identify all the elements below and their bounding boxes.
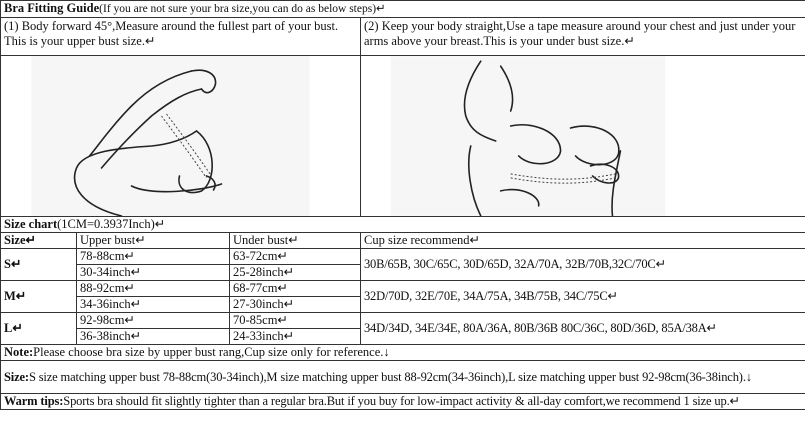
- step-1-instruction: (1) Body forward 45°,Measure around the fullest part of your bust. This is your upper bust size.↵: [1, 18, 361, 56]
- under-bust-illustration: [361, 56, 805, 216]
- note-text: Please choose bra size by upper bust rang,Cup size only for reference.↓: [33, 345, 390, 359]
- size-note-label: Size:: [4, 369, 29, 384]
- upper-bust-illustration: [1, 56, 360, 216]
- s-upper-inch: 30-34inch↵: [77, 265, 230, 281]
- m-cup-sizes: 32D/70D, 32E/70E, 34A/75A, 34B/75B, 34C/75C↵: [361, 281, 805, 313]
- note-row: [1, 345, 805, 361]
- warm-tips-text: Sports bra should fit slightly tighter than a regular bra.But if you buy for low-impact activity & all-day comfort,we recommend 1 size up.↵: [63, 394, 740, 408]
- m-under-inch: 27-30inch↵: [230, 297, 361, 313]
- m-under-cm: 68-77cm↵: [230, 281, 361, 297]
- col-header-under-bust: Under bust↵: [230, 233, 361, 249]
- warm-tips-row: [1, 394, 805, 410]
- size-label-m: M↵: [1, 281, 77, 313]
- size-label-s: S↵: [1, 249, 77, 281]
- size-chart-header: [1, 217, 805, 233]
- upper-bust-illustration-cell: [1, 56, 361, 217]
- col-header-cup-size: Cup size recommend↵: [361, 233, 805, 249]
- size-label-l: L↵: [1, 313, 77, 345]
- l-under-cm: 70-85cm↵: [230, 313, 361, 329]
- col-header-size: Size↵: [1, 233, 77, 249]
- m-upper-inch: 34-36inch↵: [77, 297, 230, 313]
- size-note-text: S size matching upper bust 78-88cm(30-34inch),M size matching upper bust 88-92cm(34-36inch),L size matching upper bust 92-98cm(36-38inch).↓: [28, 369, 752, 384]
- size-note-row: [1, 361, 805, 394]
- under-bust-illustration-cell: [361, 56, 805, 217]
- col-header-upper-bust: Upper bust↵: [77, 233, 230, 249]
- s-under-inch: 25-28inch↵: [230, 265, 361, 281]
- guide-header: [1, 1, 805, 18]
- s-under-cm: 63-72cm↵: [230, 249, 361, 265]
- guide-subtitle: (If you are not sure your bra size,you can do as below steps)↵: [99, 3, 386, 15]
- note-label: Note:: [4, 345, 34, 359]
- step-2-instruction: (2) Keep your body straight,Use a tape measure around your chest and just under your arms above your breast.This is your under bust size.↵: [361, 18, 805, 56]
- size-chart-conversion: (1CM=0.3937Inch)↵: [57, 217, 166, 231]
- size-chart-title: Size chart: [4, 217, 58, 231]
- l-cup-sizes: 34D/34D, 34E/34E, 80A/36A, 80B/36B 80C/36C, 80D/36D, 85A/38A↵: [361, 313, 805, 345]
- s-cup-sizes: 30B/65B, 30C/65C, 30D/65D, 32A/70A, 32B/70B,32C/70C↵: [361, 249, 805, 281]
- guide-title: Bra Fitting Guide: [4, 1, 100, 15]
- m-upper-cm: 88-92cm↵: [77, 281, 230, 297]
- s-upper-cm: 78-88cm↵: [77, 249, 230, 265]
- warm-tips-label: Warm tips:: [4, 394, 64, 408]
- l-under-inch: 24-33inch↵: [230, 329, 361, 345]
- l-upper-inch: 36-38inch↵: [77, 329, 230, 345]
- l-upper-cm: 92-98cm↵: [77, 313, 230, 329]
